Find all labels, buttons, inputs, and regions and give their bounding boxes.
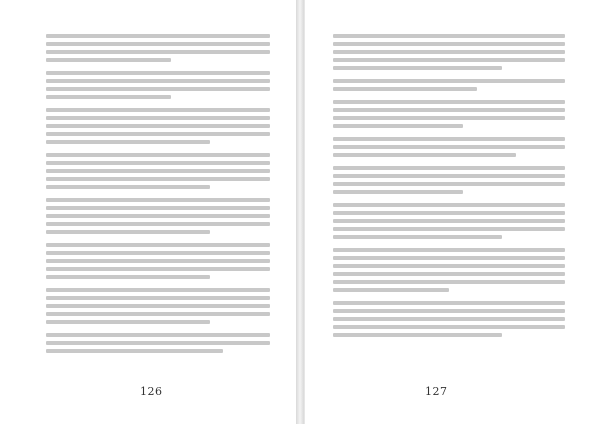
text-line-placeholder: [333, 227, 565, 231]
text-line-placeholder: [46, 95, 171, 99]
text-line-placeholder: [333, 145, 565, 149]
text-line-placeholder: [333, 34, 565, 38]
text-line-placeholder: [46, 320, 210, 324]
text-line-placeholder: [333, 50, 565, 54]
text-line-placeholder: [333, 280, 565, 284]
text-line-placeholder: [46, 304, 270, 308]
text-line-placeholder: [46, 296, 270, 300]
text-line-placeholder: [333, 309, 565, 313]
text-line-placeholder: [46, 132, 270, 136]
text-line-placeholder: [333, 235, 502, 239]
text-line-placeholder: [46, 267, 270, 271]
text-line-placeholder: [46, 116, 270, 120]
text-line-placeholder: [46, 71, 270, 75]
text-line-placeholder: [46, 161, 270, 165]
right-page-text-placeholder: [333, 34, 565, 346]
text-line-placeholder: [333, 325, 565, 329]
text-line-placeholder: [333, 182, 565, 186]
text-line-placeholder: [333, 42, 565, 46]
text-line-placeholder: [46, 153, 270, 157]
text-line-placeholder: [46, 79, 270, 83]
left-page-text-placeholder: [46, 34, 270, 362]
text-line-placeholder: [46, 50, 270, 54]
text-line-placeholder: [333, 256, 565, 260]
left-page-number: 126: [140, 385, 163, 398]
text-line-placeholder: [46, 230, 210, 234]
left-page: [0, 0, 297, 424]
text-line-placeholder: [46, 108, 270, 112]
text-line-placeholder: [46, 275, 210, 279]
text-line-placeholder: [46, 243, 270, 247]
text-line-placeholder: [333, 108, 565, 112]
text-line-placeholder: [46, 214, 270, 218]
text-line-placeholder: [333, 219, 565, 223]
text-line-placeholder: [46, 288, 270, 292]
text-line-placeholder: [46, 124, 270, 128]
text-line-placeholder: [333, 87, 477, 91]
text-line-placeholder: [46, 177, 270, 181]
text-line-placeholder: [46, 259, 270, 263]
text-line-placeholder: [46, 87, 270, 91]
right-page: [304, 0, 600, 424]
text-line-placeholder: [46, 34, 270, 38]
text-line-placeholder: [46, 198, 270, 202]
text-line-placeholder: [46, 58, 171, 62]
text-line-placeholder: [46, 312, 270, 316]
text-line-placeholder: [333, 100, 565, 104]
text-line-placeholder: [46, 206, 270, 210]
text-line-placeholder: [333, 333, 502, 337]
text-line-placeholder: [333, 301, 565, 305]
text-line-placeholder: [333, 66, 502, 70]
text-line-placeholder: [333, 203, 565, 207]
text-line-placeholder: [333, 264, 565, 268]
text-line-placeholder: [46, 185, 210, 189]
text-line-placeholder: [333, 166, 565, 170]
text-line-placeholder: [333, 272, 565, 276]
text-line-placeholder: [333, 137, 565, 141]
text-line-placeholder: [46, 42, 270, 46]
text-line-placeholder: [46, 140, 210, 144]
text-line-placeholder: [333, 317, 565, 321]
text-line-placeholder: [333, 58, 565, 62]
text-line-placeholder: [46, 341, 270, 345]
text-line-placeholder: [333, 211, 565, 215]
right-page-number: 127: [425, 385, 448, 398]
text-line-placeholder: [333, 288, 449, 292]
text-line-placeholder: [333, 79, 565, 83]
text-line-placeholder: [46, 349, 223, 353]
text-line-placeholder: [333, 190, 463, 194]
gutter: [296, 0, 304, 424]
text-line-placeholder: [46, 333, 270, 337]
text-line-placeholder: [333, 174, 565, 178]
text-line-placeholder: [333, 116, 565, 120]
text-line-placeholder: [46, 169, 270, 173]
text-line-placeholder: [333, 248, 565, 252]
text-line-placeholder: [46, 251, 270, 255]
text-line-placeholder: [333, 153, 516, 157]
text-line-placeholder: [333, 124, 463, 128]
text-line-placeholder: [46, 222, 270, 226]
